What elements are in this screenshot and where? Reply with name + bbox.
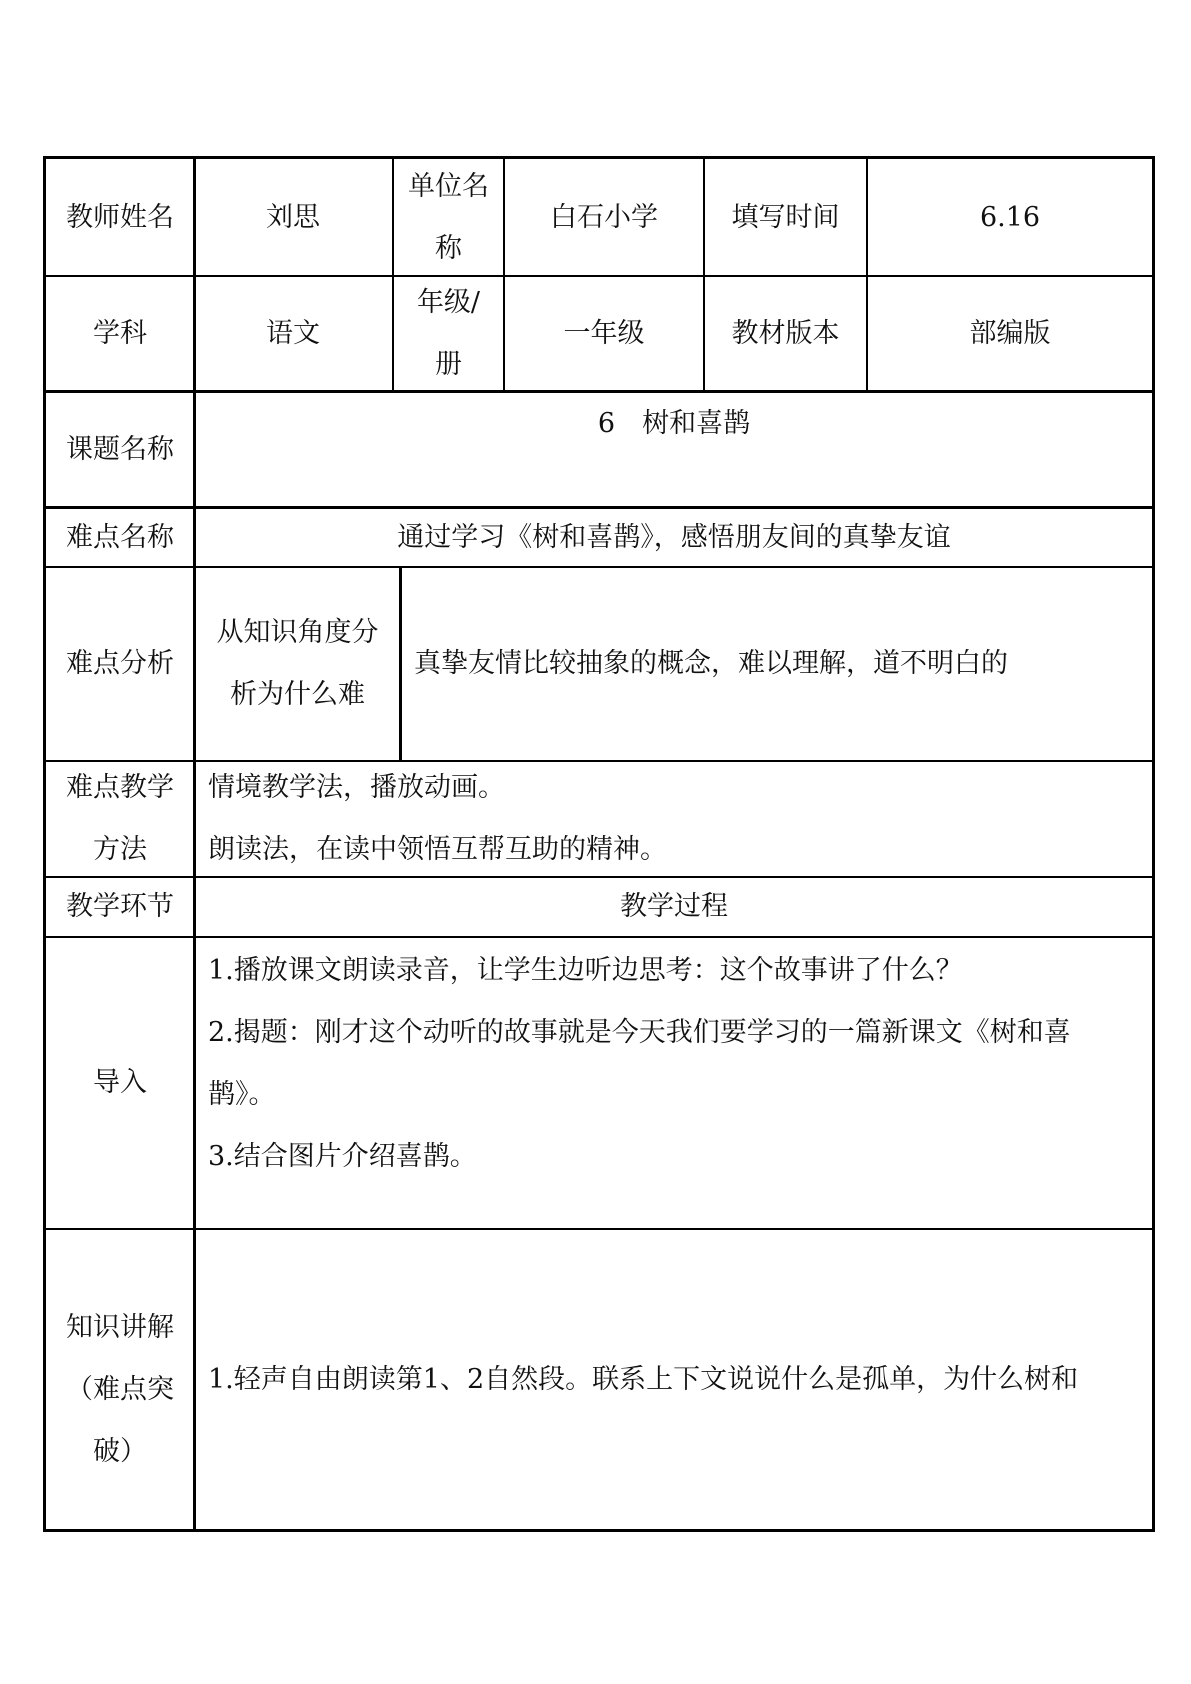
fill-date-label: 填写时间 — [731, 201, 840, 233]
difficulty-label: 难点名称 — [66, 521, 174, 553]
analysis-sub-label — [196, 568, 399, 760]
knowledge-label-line3: 破） — [93, 1435, 147, 1467]
method-label-line1: 难点教学 — [66, 772, 174, 803]
process-content-header: 教学过程 — [620, 891, 728, 922]
grade-value: 一年级 — [563, 317, 645, 349]
lesson-plan-table — [43, 156, 1155, 1532]
knowledge-line: 1.轻声自由朗读第1、2自然段。联系上下文说说什么是孤单，为什么树和 — [208, 1364, 1079, 1395]
grade-label-line2: 册 — [434, 348, 462, 380]
method-line: 情境教学法，播放动画。 — [208, 772, 505, 803]
intro-line: 鹊》。 — [208, 1079, 276, 1110]
row-divider — [46, 936, 1152, 938]
teacher-name-label: 教师姓名 — [66, 201, 174, 233]
edition-label: 教材版本 — [731, 317, 840, 349]
row-divider — [46, 1228, 1152, 1230]
knowledge-label-line2: （难点突 — [66, 1373, 174, 1405]
intro-content — [196, 940, 1152, 1228]
topic-label: 课题名称 — [66, 433, 174, 465]
unit-name-value: 白石小学 — [550, 201, 658, 233]
subject-label: 学科 — [93, 317, 147, 349]
knowledge-label — [46, 1230, 194, 1529]
analysis-label: 难点分析 — [66, 648, 174, 679]
method-label — [46, 762, 194, 876]
knowledge-label-line1: 知识讲解 — [66, 1311, 174, 1343]
intro-line: 2.揭题：刚才这个动听的故事就是今天我们要学习的一篇新课文《树和喜 — [208, 1017, 1071, 1048]
unit-name-label-line2: 称 — [435, 232, 462, 264]
intro-line: 3.结合图片介绍喜鹊。 — [208, 1141, 477, 1172]
method-line: 朗读法，在读中领悟互帮互助的精神。 — [208, 834, 667, 865]
difficulty-value: 通过学习《树和喜鹊》，感悟朋友间的真挚友谊 — [397, 521, 951, 553]
intro-line: 1.播放课文朗读录音，让学生边听边思考：这个故事讲了什么？ — [208, 955, 963, 986]
grade-label-line1: 年级/ — [416, 286, 481, 318]
analysis-value: 真挚友情比较抽象的概念，难以理解，道不明白的 — [414, 648, 1008, 679]
intro-label: 导入 — [93, 1067, 147, 1098]
fill-date-value: 6.16 — [979, 201, 1041, 233]
method-content — [196, 762, 1152, 876]
subject-value: 语文 — [266, 317, 320, 349]
grade-label — [394, 277, 503, 390]
topic-value: 6 树和喜鹊 — [597, 408, 751, 439]
unit-name-label — [394, 159, 503, 276]
process-stage-header: 教学环节 — [66, 891, 174, 922]
analysis-sub-label-line2: 析为什么难 — [230, 679, 365, 710]
analysis-sub-label-line1: 从知识角度分 — [216, 617, 379, 648]
edition-value: 部编版 — [969, 317, 1051, 349]
teacher-name-value: 刘思 — [266, 201, 320, 233]
method-label-line2: 方法 — [93, 834, 147, 865]
unit-name-label-line1: 单位名 — [408, 170, 489, 202]
